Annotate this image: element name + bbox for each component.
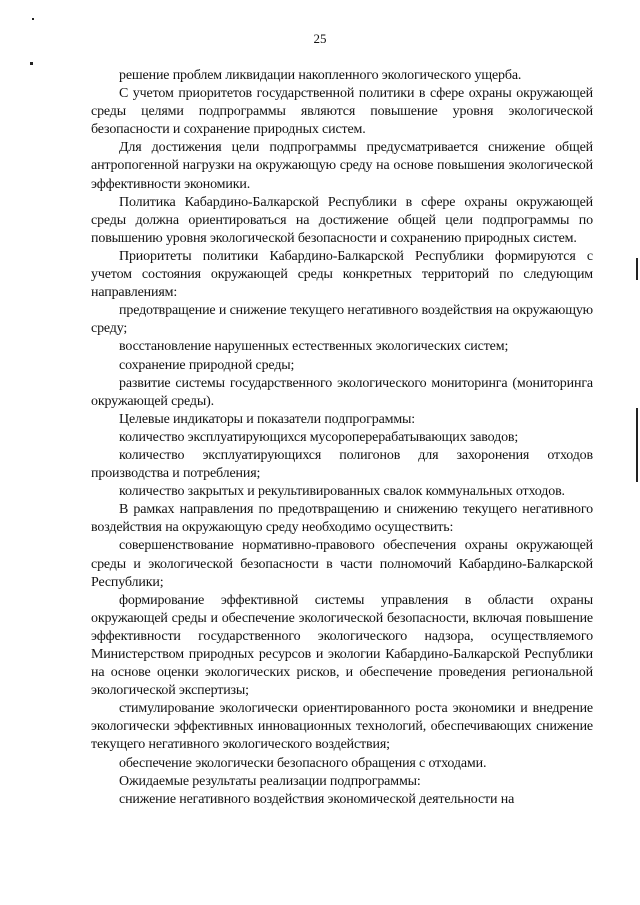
paragraph-3: Для достижения цели подпрограммы предусматривается снижение общей антропогенной нагрузки на окружающую среду на основе повышения экологической эффективности экономики. xyxy=(91,140,593,192)
scan-mark-right-2 xyxy=(636,408,638,482)
paragraph-19: Ожидаемые результаты реализации подпрограммы: xyxy=(119,773,421,789)
paragraph-13: количество закрытых и рекультивированных свалок коммунальных отходов. xyxy=(119,484,565,500)
paragraph-4: Политика Кабардино-Балкарской Республики в сфере охраны окружающей среды должна ориентироваться на достижение общей цели подпрограммы по повышению уровня экологической безопасности и сохранению природных систем. xyxy=(91,194,593,246)
paragraph-20: снижение негативного воздействия экономической деятельности на xyxy=(119,791,515,807)
paragraph-2: С учетом приоритетов государственной политики в сфере охраны окружающей среды целями подпрограммы являются повышение уровня экологической безопасности и сохранение природных систем. xyxy=(91,86,593,138)
scan-mark-right-1 xyxy=(636,258,638,280)
paragraph-5: Приоритеты политики Кабардино-Балкарской Республики формируются с учетом состояния окружающей среды конкретных территорий по следующим направлениям: xyxy=(91,248,593,301)
page-number: 25 xyxy=(313,31,327,46)
scan-mark-left-dot xyxy=(30,62,33,65)
paragraph-15: совершенствование нормативно-правового обеспечения охраны окружающей среды и экологической безопасности в части полномочий Кабардино-Балкарской Республики; xyxy=(91,538,593,590)
paragraph-12: количество эксплуатирующихся полигонов для захоронения отходов производства и потребления; xyxy=(91,447,593,482)
paragraph-7: восстановление нарушенных естественных экологических систем; xyxy=(119,339,509,355)
paragraph-14: В рамках направления по предотвращению и снижению текущего негативного воздействия на окружающую среду необходимо осуществить: xyxy=(91,502,593,536)
paragraph-1: решение проблем ликвидации накопленного экологического ущерба. xyxy=(119,68,522,83)
paragraph-18: обеспечение экологически безопасного обращения с отходами. xyxy=(119,755,487,771)
paragraph-6: предотвращение и снижение текущего негативного воздействия на окружающую среду; xyxy=(91,303,593,337)
paragraph-9: развитие системы государственного экологического мониторинга (мониторинга окружающей среды). xyxy=(91,375,593,409)
paragraph-16: формирование эффективной системы управления в области охраны окружающей среды и обеспечение экологической безопасности, включая повышение эффективности государственного экологического надзора, осуществляемого Министерством природных ресурсов и экологии Кабардино-Балкарской Республики на основе оценки экологических рисков, и обеспечение проведения региональной экологической экспертизы; xyxy=(91,592,593,699)
paragraph-10: Целевые индикаторы и показатели подпрограммы: xyxy=(119,411,416,427)
paragraph-8: сохранение природной среды; xyxy=(119,357,295,373)
scan-mark-left-top xyxy=(32,18,34,20)
paragraph-17: стимулирование экологически ориентированного роста экономики и внедрение экологически эффективных инновационных технологий, обеспечивающих снижение текущего негативного экологического воздействия; xyxy=(91,701,593,753)
document-body xyxy=(91,67,593,809)
paragraph-11: количество эксплуатирующихся мусороперерабатывающих заводов; xyxy=(119,429,519,445)
